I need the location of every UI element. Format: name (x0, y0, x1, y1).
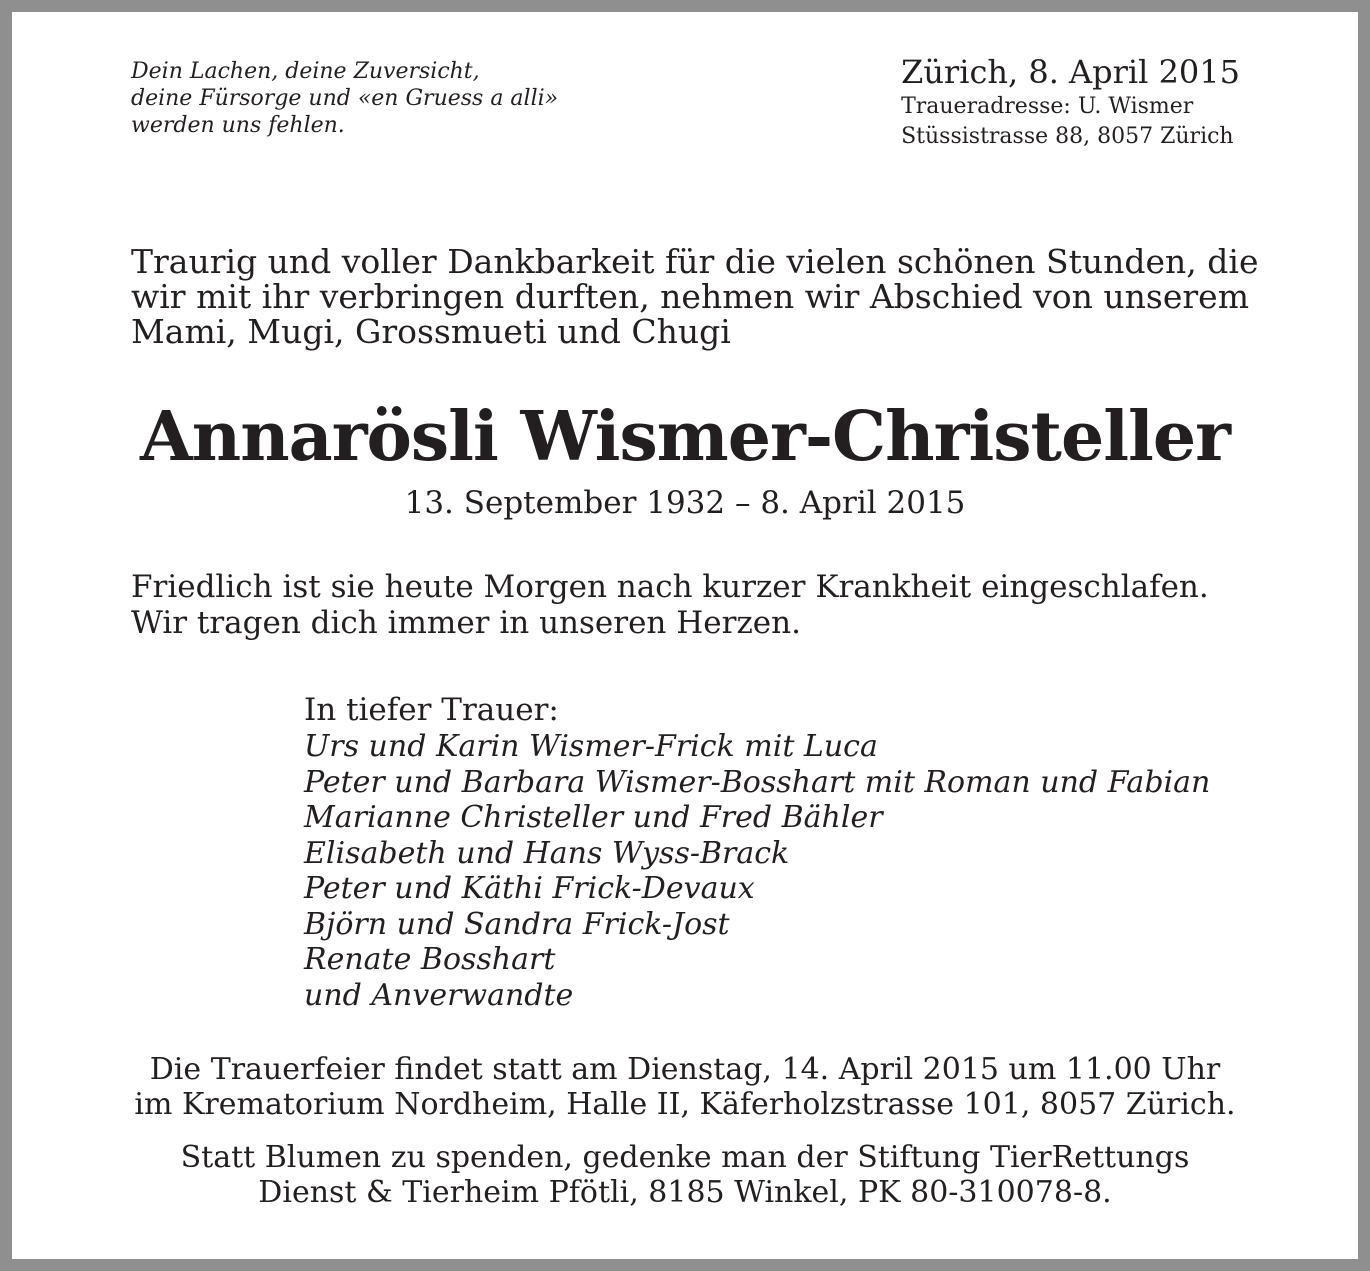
mourner: Elisabeth und Hans Wyss-Brack (304, 835, 790, 871)
intro-line: Mami, Mugi, Grossmueti und Chugi (131, 312, 731, 351)
intro-paragraph (131, 242, 1259, 351)
funeral-line: im Krematorium Nordheim, Halle II, Käferholzstrasse 101, 8057 Zürich. (134, 1087, 1236, 1122)
funeral-line: Die Trauerfeier findet statt am Dienstag, 14. April 2015 um 11.00 Uhr (149, 1052, 1221, 1087)
donation-line: Statt Blumen zu spenden, gedenke man der Stiftung TierRettungs (180, 1140, 1190, 1175)
mourners-block (304, 692, 1210, 1013)
donation-info (12, 1140, 1358, 1210)
mourner: Marianne Christeller und Fred Bähler (304, 800, 883, 835)
mourner: Renate Bosshart (304, 942, 556, 977)
mourner: Urs und Karin Wismer-Frick mit Luca (304, 729, 878, 764)
intro-line: Traurig und voller Dankbarkeit für die vielen schönen Stunden, die (131, 242, 1259, 281)
message-line: Friedlich ist sie heute Morgen nach kurzer Krankheit eingeschlafen. (131, 569, 1209, 605)
epigraph-line: deine Fürsorge und «en Gruess a alli» (131, 86, 559, 111)
mourner: und Anverwandte (304, 977, 574, 1013)
mourning-address-line: Traueradresse: U. Wismer (901, 94, 1194, 119)
epigraph-line: Dein Lachen, deine Zuversicht, (131, 59, 480, 84)
place-and-address (901, 52, 1240, 152)
epigraph (131, 58, 558, 139)
message-line: Wir tragen dich immer in unseren Herzen. (131, 605, 801, 641)
mourner: Björn und Sandra Frick-Jost (304, 906, 730, 942)
message-paragraph (131, 569, 1209, 641)
place-date: Zürich, 8. April 2015 (901, 53, 1240, 91)
epigraph-line: werden uns fehlen. (131, 113, 345, 138)
obituary-notice (12, 12, 1358, 1259)
deceased-name: Annarösli Wismer-Christeller (140, 397, 1230, 477)
mourner: Peter und Barbara Wismer-Bosshart mit Roman und Fabian (304, 764, 1211, 800)
mourner: Peter und Käthi Frick-Devaux (304, 871, 755, 906)
mourning-label: In tiefer Trauer: (304, 692, 559, 728)
life-dates: 13. September 1932 – 8. April 2015 (404, 485, 966, 521)
mourning-address-line: Stüssistrasse 88, 8057 Zürich (901, 124, 1234, 149)
funeral-info (12, 1052, 1358, 1122)
donation-line: Dienst & Tierheim Pfötli, 8185 Winkel, PK 80-310078-8. (258, 1175, 1112, 1210)
intro-line: wir mit ihr verbringen durften, nehmen wir Abschied von unserem (131, 277, 1249, 316)
